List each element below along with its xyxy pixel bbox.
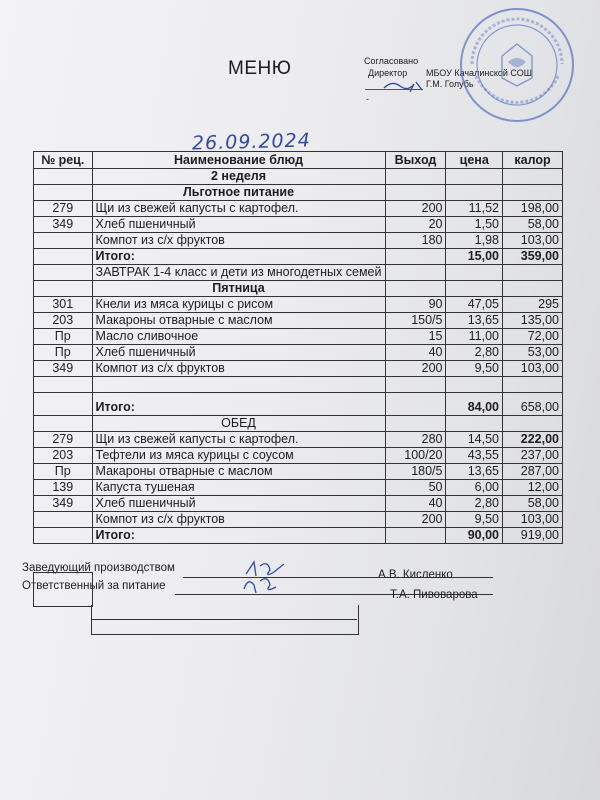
total-price: 84,00 [446, 393, 503, 416]
approval-dash: - [366, 94, 369, 104]
empty-cell [33, 572, 93, 607]
week-label: 2 неделя [92, 169, 385, 185]
total-row [34, 393, 563, 416]
table-row: 349 Хлеб пшеничный 20 1,50 58,00 [34, 217, 563, 233]
table-row: 301 Кнели из мяса курицы с рисом 90 47,05 295 [34, 297, 563, 313]
day-row [34, 281, 563, 297]
menu-date: 26.09.2024 [191, 129, 312, 155]
empty-row-line [91, 619, 357, 620]
total-label: Итого: [92, 528, 385, 544]
table-row: 279 Щи из свежей капусты с картофел. 200 11,52 198,00 [34, 201, 563, 217]
section-title: Льготное питание [92, 185, 385, 201]
approval-director-label: Директор [368, 68, 408, 78]
table-row: Пр Масло сливочное 15 11,00 72,00 [34, 329, 563, 345]
table-row: 279 Щи из свежей капусты с картофел. 280 14,50 222,00 [34, 432, 563, 448]
empty-row [34, 377, 563, 393]
table-row: Компот из с/х фруктов 200 9,50 103,00 [34, 512, 563, 528]
page-title: МЕНЮ [228, 58, 292, 79]
menu-table [33, 151, 563, 544]
total-price: 90,00 [446, 528, 503, 544]
production-manager-name: А.В. Кисленко [378, 569, 453, 581]
column-header: № рец. [34, 152, 93, 169]
column-header: цена [446, 152, 503, 169]
day-label: Пятница [92, 281, 385, 297]
column-header: калор [503, 152, 563, 169]
section-row [34, 416, 563, 432]
section-row [34, 185, 563, 201]
production-manager-label: Заведующий производством [22, 562, 175, 574]
director-signature-image [380, 76, 430, 96]
nutrition-signature-image [238, 573, 286, 597]
table-row: 203 Тефтели из мяса курицы с соусом 100/20 43,55 237,00 [34, 448, 563, 464]
table-row: 139 Капуста тушеная 50 6,00 12,00 [34, 480, 563, 496]
total-row [34, 249, 563, 265]
total-kcal: 658,00 [503, 393, 563, 416]
empty-cell [91, 605, 359, 635]
column-header: Выход [385, 152, 446, 169]
table-row: 349 Компот из с/х фруктов 200 9,50 103,00 [34, 361, 563, 377]
total-row [34, 528, 563, 544]
approval-agreed: Согласовано [364, 56, 419, 66]
approval-director-name: Г.М. Голубь [426, 79, 474, 89]
total-kcal: 919,00 [503, 528, 563, 544]
section-title: ОБЕД [92, 416, 385, 432]
total-price: 15,00 [446, 249, 503, 265]
table-header-row [34, 152, 563, 169]
table-row: 203 Макароны отварные с маслом 150/5 13,65 135,00 [34, 313, 563, 329]
nutrition-responsible-name: Т.А. Пивоварова [390, 589, 478, 601]
table-row: Пр Хлеб пшеничный 40 2,80 53,00 [34, 345, 563, 361]
total-label: Итого: [92, 393, 385, 416]
total-label: Итого: [92, 249, 385, 265]
section-title: ЗАВТРАК 1-4 класс и дети из многодетных семей [92, 265, 385, 281]
section-row [34, 265, 563, 281]
table-row: Компот из с/х фруктов 180 1,98 103,00 [34, 233, 563, 249]
total-kcal: 359,00 [503, 249, 563, 265]
week-row [34, 169, 563, 185]
school-seal-image [458, 6, 576, 124]
column-header: Наименование блюд [92, 152, 385, 169]
table-row: Пр Макароны отварные с маслом 180/5 13,65 287,00 [34, 464, 563, 480]
nutrition-responsible-label: Ответственный за питание [22, 580, 166, 592]
approval-school: МБОУ Качалинской СОШ [426, 68, 532, 78]
table-row: 349 Хлеб пшеничный 40 2,80 58,00 [34, 496, 563, 512]
